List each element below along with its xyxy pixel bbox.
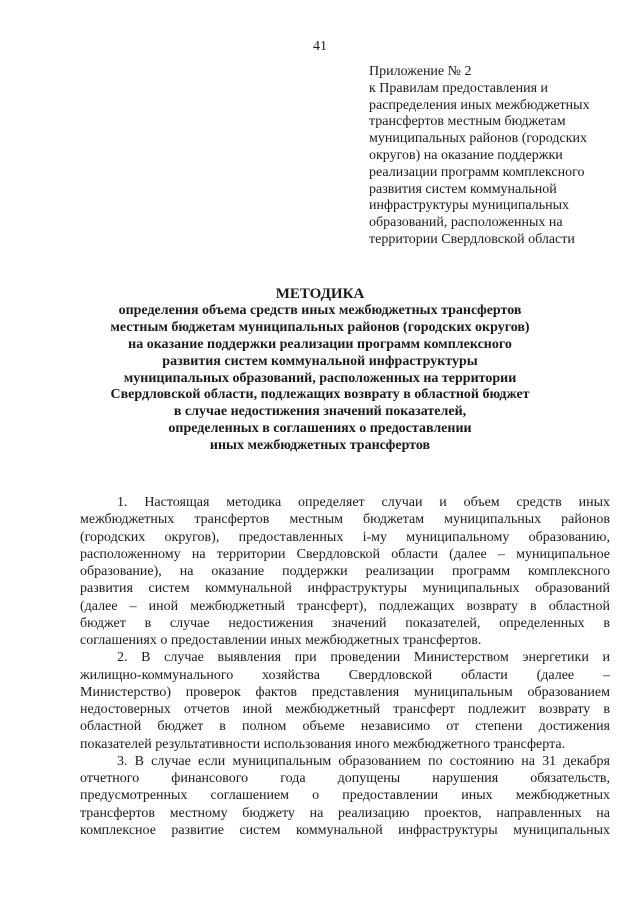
document-title: МЕТОДИКА bbox=[275, 286, 365, 302]
heading-line: иных межбюджетных трансфертов bbox=[209, 438, 431, 454]
paragraph-2-line: жилищно-коммунального хозяйства Свердловской области (далее – bbox=[80, 667, 610, 683]
document-heading bbox=[0, 286, 640, 455]
paragraph-3-line: 3. В случае если муниципальным образованием по состоянию на 31 декабря bbox=[117, 753, 610, 769]
appendix-line: территории Свердловской области bbox=[369, 231, 575, 247]
heading-line: в случае недостижения значений показателей, bbox=[173, 404, 467, 420]
paragraph-2-line: Министерство) проверок фактов представления муниципальным образованием bbox=[80, 684, 610, 700]
appendix-line: реализации программ комплексного bbox=[369, 164, 585, 180]
heading-line: определенных в соглашениях о предоставлении bbox=[168, 421, 472, 437]
appendix-line: образований, расположенных на bbox=[369, 215, 563, 231]
appendix-line: развития систем коммунальной bbox=[369, 181, 557, 197]
paragraph-1-line: расположенному на территории Свердловской области (далее – муниципальное bbox=[80, 546, 610, 562]
paragraph-2-line: недостоверных отчетов иной межбюджетный трансферт подлежит возврату в bbox=[80, 702, 610, 717]
paragraph-1-line: развития систем коммунальной инфраструктуры муниципальных образований bbox=[80, 581, 610, 597]
paragraph-3-line: отчетного финансового года допущены нарушения обязательств, bbox=[80, 771, 610, 786]
heading-line: Свердловской области, подлежащих возврату в областной бюджет bbox=[110, 387, 530, 403]
paragraph-2-line: показателей результативности использования иного межбюджетного трансферта. bbox=[80, 736, 566, 752]
heading-line: муниципальных образований, расположенных на территории bbox=[123, 370, 517, 386]
appendix-line: муниципальных районов (городских bbox=[369, 131, 588, 147]
appendix-line: распределения иных межбюджетных bbox=[369, 97, 590, 113]
paragraph-1-line: 1. Настоящая методика определяет случаи и объем средств иных bbox=[117, 495, 610, 510]
paragraph-1-line: образование), на оказание поддержки реализации программ комплексного bbox=[80, 564, 610, 579]
paragraph-1-line: бюджет в случае недостижения значений показателей, определенных в bbox=[80, 615, 610, 631]
paragraph-3-line: комплексное развитие систем коммунальной инфраструктуры муниципальных bbox=[80, 822, 610, 838]
heading-line: развития систем коммунальной инфраструктуры bbox=[162, 353, 478, 369]
paragraph-3-line: предусмотренных соглашением о предоставлении иных межбюджетных bbox=[80, 788, 610, 804]
page-number: 41 bbox=[313, 39, 327, 54]
appendix-line: к Правилам предоставления и bbox=[369, 80, 549, 96]
paragraph-2-line: областной бюджет в полном объеме независимо от степени достижения bbox=[80, 719, 610, 735]
appendix-line: трансфертов местным бюджетам bbox=[369, 114, 566, 130]
paragraph-1-line: (городских округов), предоставленных i-му муниципальному образованию, bbox=[80, 529, 610, 545]
appendix-line: Приложение № 2 bbox=[369, 64, 472, 79]
paragraph-3-line: трансфертов местному бюджету на реализацию проектов, направленных на bbox=[80, 805, 610, 821]
paragraph-2-line: 2. В случае выявления при проведении Министерством энергетики и bbox=[117, 650, 610, 666]
heading-line: определения объема средств иных межбюджетных трансфертов bbox=[118, 302, 522, 318]
appendix-line: округов) на оказание поддержки bbox=[369, 147, 563, 163]
heading-line: на оказание поддержки реализации программ комплексного bbox=[128, 336, 512, 352]
paragraph-1-line: соглашениях о предоставлении иных межбюджетных трансфертов. bbox=[80, 633, 482, 648]
paragraph-1-line: (далее – иной межбюджетный трансферт), подлежащих возврату в областной bbox=[80, 598, 610, 614]
heading-line: местным бюджетам муниципальных районов (городских округов) bbox=[110, 319, 530, 335]
appendix-line: инфраструктуры муниципальных bbox=[369, 198, 569, 214]
appendix-note bbox=[369, 64, 619, 249]
body-text bbox=[80, 494, 610, 839]
paragraph-1-line: межбюджетных трансфертов местным бюджетам муниципальных районов bbox=[80, 512, 610, 528]
